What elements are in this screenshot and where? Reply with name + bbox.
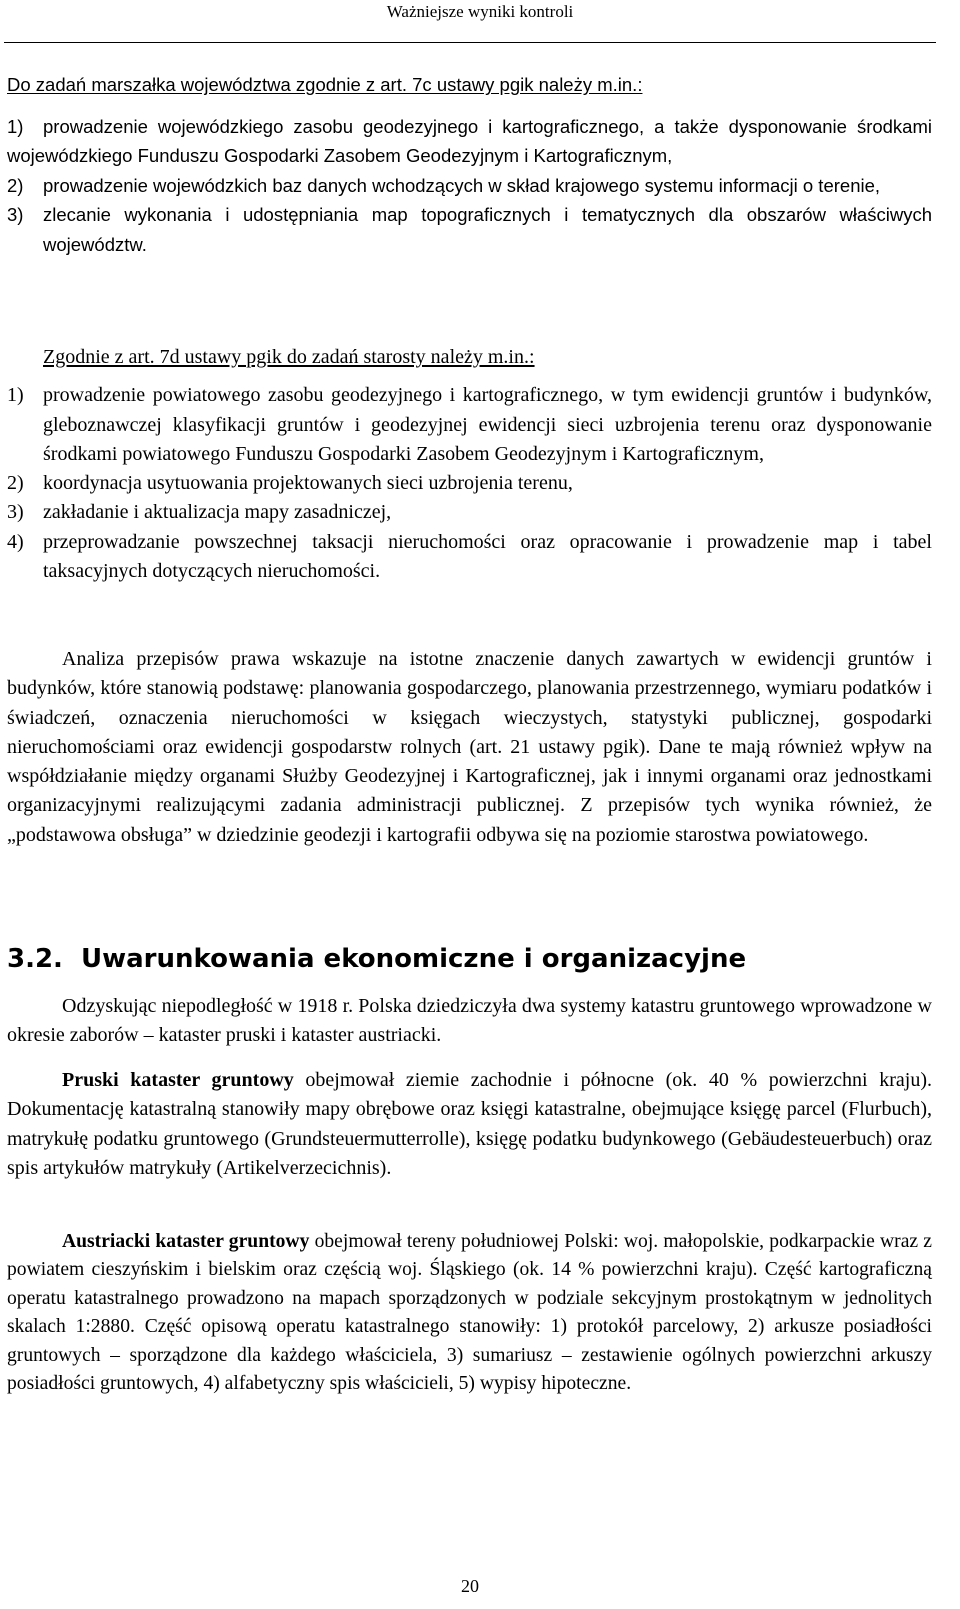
list-number: 2) (7, 174, 24, 196)
list-text: zakładanie i aktualizacja mapy zasadniczej, (43, 501, 392, 524)
section-heading (7, 942, 932, 976)
page-number: 20 (461, 1576, 479, 1596)
list-text: przeprowadzanie powszechnej taksacji nieruchomości oraz opracowanie i prowadzenie map i tabel taksacyjnych dotyczących nieruchomości. (43, 530, 932, 583)
list-text: prowadzenie wojewódzkich baz danych wchodzących w skład krajowego systemu informacji o terenie, (43, 174, 881, 196)
marshal-section (7, 70, 932, 259)
list-text: prowadzenie powiatowego zasobu geodezyjnego i kartograficznego, w tym ewidencji gruntów i budynków, gleboznawczej klasyfikacji gruntów i geodezyjnej ewidencji sieci uzbrojenia terenu oraz dysponowanie środkami powiatowego Funduszu Gospodarki Zasobem Geodezyjnym i Kartograficznym, (43, 384, 932, 465)
list-text: zlecanie wykonania i udostępniania map topograficznych i tematycznych dla obszarów właściwych województw. (43, 204, 932, 255)
list-item (7, 171, 932, 201)
list-item (7, 112, 932, 171)
list-text: koordynacja usytuowania projektowanych sieci uzbrojenia terenu, (43, 472, 573, 495)
starost-section (7, 343, 932, 586)
list-item (7, 381, 932, 469)
header-rule (4, 42, 936, 43)
list-number: 2) (7, 472, 24, 495)
list-number: 1) (7, 115, 24, 137)
austrian-text: obejmował tereny południowej Polski: woj. małopolskie, podkarpackie wraz z powiatem cieszyńskim i bielskim oraz częścią woj. Śląskiego (ok. 14 % powierzchni kraju). Część kartograficzną operatu katastralnego prowadzono na mapach sporządzonych w podziale sekcyjnym prostokątnym w jednolitych skalach 1:2880. Część opisową operatu katastralnego stanowiły: 1) protokół parcelowy, 2) arkusze posiadłości gruntowych – sporządzone dla każdego właściciela, 3) sumariusz – zestawienie ogólnych powierzchni arkuszy posiadłości gruntowych, 4) alfabetyczny spis właścicieli, 5) wypisy hipoteczne. (7, 1231, 933, 1395)
list-text: prowadzenie wojewódzkiego zasobu geodezyjnego i kartograficznego, a także dysponowanie środkami wojewódzkiego Funduszu Gospodarki Zasobem Geodezyjnym i Kartograficznym, (7, 115, 932, 166)
prussian-term: Pruski kataster gruntowy (62, 1069, 294, 1091)
prussian-text: obejmował ziemie zachodnie i północne (ok. 40 % powierzchni kraju). Dokumentację katastralną stanowiły mapy obrębowe oraz księgi katastralne, obejmujące księgę parcel (Flurbuch), matrykułę podatku gruntowego (Grundsteuermutterrolle), księgę podatku budynkowego (Gebäudesteuerbuch) oraz spis artykułów matrykuły (Artikelverzecichnis). (7, 1069, 932, 1179)
analysis-paragraph: Analiza przepisów prawa wskazuje na istotne znaczenie danych zawartych w ewidencji gruntów i budynków, które stanowią podstawę: planowania gospodarczego, planowania przestrzennego, wymiaru podatków i świadczeń, oznaczenia nieruchomości w księgach wieczystych, statystyki publicznej, gospodarki nieruchomościami oraz ewidencji gospodarstw rolnych (art. 21 ustawy pgik). Dane te mają również wpływ na współdziałanie między organami Służby Geodezyjnej i Kartograficznej, jak i innymi organami oraz jednostkami organizacyjnymi realizującymi zadania administracji publicznej. Z przepisów tych wynika również, że „podstawowa obsługa” w dziedzinie geodezji i kartografii odbywa się na poziomie starostwa powiatowego. (7, 648, 932, 846)
starost-intro: Zgodnie z art. 7d ustawy pgik do zadań starosty należy m.in.: (43, 346, 535, 368)
austrian-paragraph (7, 1228, 932, 1398)
independence-paragraph: Odzyskując niepodległość w 1918 r. Polska dziedziczyła dwa systemy katastru gruntowego wprowadzone w okresie zaborów – kataster pruski i kataster austriacki. (7, 995, 932, 1047)
section-title: Uwarunkowania ekonomiczne i organizacyjne (81, 944, 747, 974)
list-item (7, 528, 932, 587)
list-number: 3) (7, 204, 24, 225)
prussian-paragraph (7, 1066, 932, 1183)
marshal-intro: Do zadań marszałka województwa zgodnie z art. 7c ustawy pgik należy m.in.: (7, 74, 643, 95)
list-item (7, 200, 932, 259)
list-number: 4) (7, 530, 24, 553)
section-number: 3.2. (7, 944, 63, 974)
list-item (7, 498, 932, 527)
austrian-term: Austriacki kataster gruntowy (62, 1231, 310, 1252)
list-number: 1) (7, 384, 24, 407)
list-item (7, 469, 932, 498)
running-header: Ważniejsze wyniki kontroli (386, 2, 574, 21)
list-number: 3) (7, 501, 24, 524)
